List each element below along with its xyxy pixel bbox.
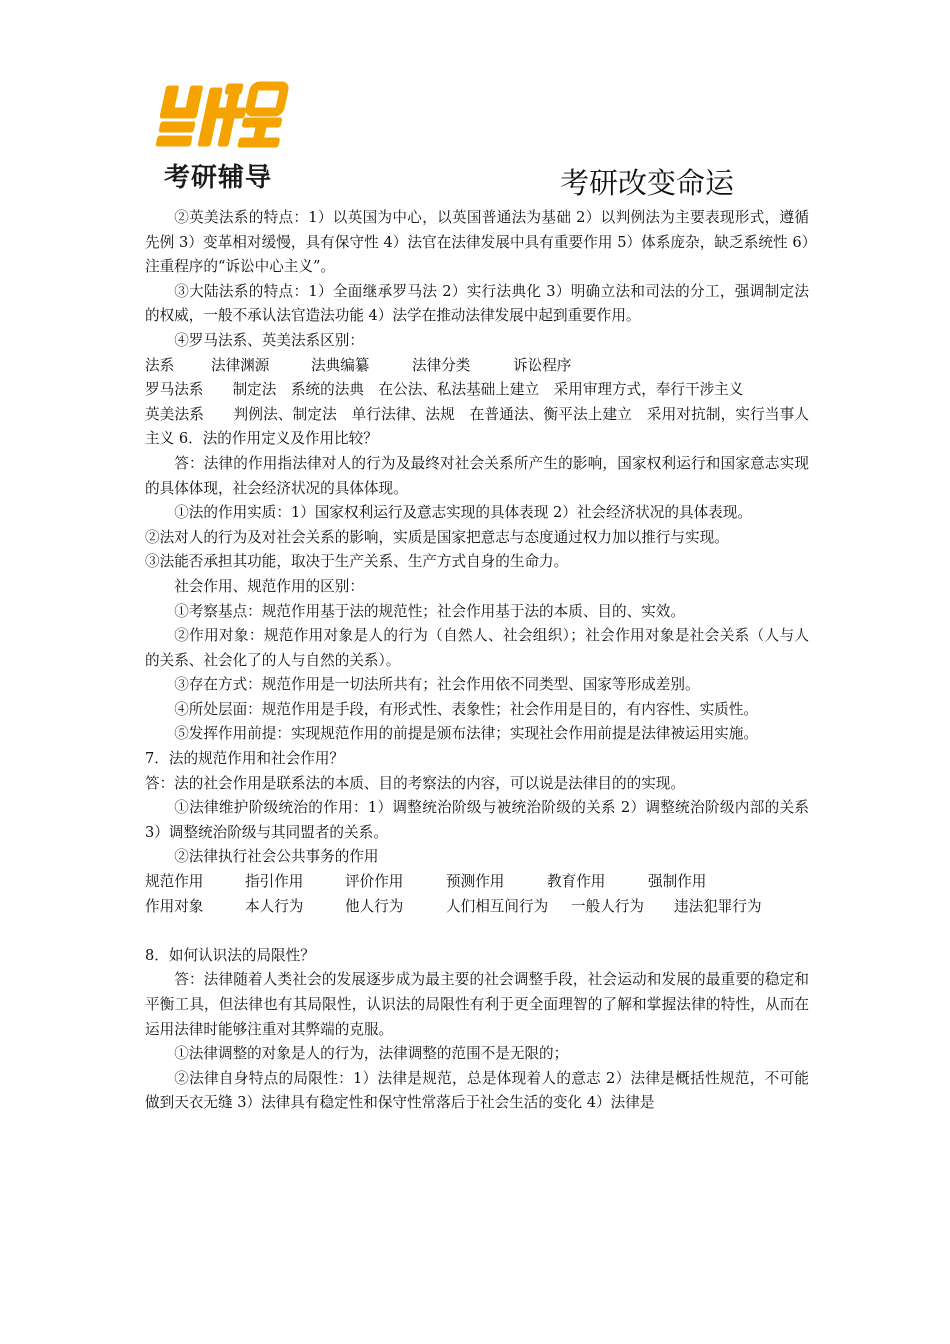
answer-paragraph: 答：法的社会作用是联系法的本质、目的考察法的内容，可以说是法律目的的实现。 [145,774,685,792]
comparison-row-anglo: 英美法系 判例法、制定法 单行法律、法规 在普通法、衡平法上建立 采用对抗制，实行当事人主义 6．法的作用定义及作用比较？ [145,405,809,448]
comparison-row-roman: 罗马法系 制定法 系统的法典 在公法、私法基础上建立 采用审理方式，奉行干涉主义 [145,381,744,399]
paragraph: ①法律调整的对象是人的行为，法律调整的范围不是无限的； [174,1045,569,1063]
table-cell: 预测作用 [446,873,505,891]
table-cell: 法律分类 [412,356,471,374]
table-cell: 规范作用 [145,873,204,891]
paragraph: ①考察基点：规范作用基于法的规范性；社会作用基于法的本质、目的、实效。 [174,602,685,620]
paragraph: ②作用对象：规范作用对象是人的行为（自然人、社会组织）；社会作用对象是社会关系（人与人的关系、社会化了的人与自然的关系）。 [145,627,809,669]
slogan: 考研改变命运 [560,166,735,200]
function-row [145,870,809,895]
brand-logo [150,80,300,193]
paragraph: ③存在方式：规范作用是一切法所共有；社会作用依不同类型、国家等形成差别。 [174,676,700,694]
paragraph: ②法律自身特点的局限性：1）法律是规范，总是体现着人的意志 2）法律是概括性规范，不可能做到天衣无缝 3）法律具有稳定性和保守性常落后于社会生活的变化 4）法律是 [145,1069,809,1112]
logo-subtitle: 考研辅导 [164,163,273,193]
kaicheng-logo-icon [150,80,300,152]
table-cell: 法典编纂 [311,356,370,374]
table-cell: 评价作用 [345,873,404,891]
table-cell: 违法犯罪行为 [674,897,762,915]
paragraph: ②英美法系的特点：1）以英国为中心，以英国普通法为基础 2）以判例法为主要表现形式，遵循先例 3）变革相对缓慢，具有保守性 4）法官在法律发展中具有重要作用 5）体系庞杂，缺乏系统性 6）注重程序的“诉讼中心主义”。 [145,209,809,276]
comparison-header-row [145,354,809,379]
paragraph: ②法律执行社会公共事务的作用 [174,848,379,866]
paragraph: ①法律维护阶级统治的作用：1）调整统治阶级与被统治阶级的关系 2）调整统治阶级内部的关系 3）调整统治阶级与其同盟者的关系。 [145,799,809,841]
target-row [145,895,809,920]
table-cell: 作用对象 [145,897,204,915]
page-header [0,0,950,205]
table-cell: 法系 [145,356,175,374]
table-cell: 一般人行为 [571,897,644,915]
paragraph: ④罗马法系、英美法系区别： [174,331,364,349]
table-cell: 诉讼程序 [513,356,572,374]
paragraph: ⑤发挥作用前提：实现规范作用的前提是颁布法律；实现社会作用前提是法律被运用实施。 [174,725,758,743]
paragraph: 社会作用、规范作用的区别： [174,577,364,595]
table-cell: 指引作用 [245,873,304,891]
table-cell: 人们相互间行为 [446,897,549,915]
table-cell: 法律渊源 [211,356,270,374]
table-cell: 教育作用 [547,873,606,891]
paragraph: ③法能否承担其功能，取决于生产关系、生产方式自身的生命力。 [145,553,569,571]
paragraph: 答：法律的作用指法律对人的行为及最终对社会关系所产生的影响，国家权利运行和国家意志实现的具体体现，社会经济状况的具体体现。 [145,454,809,497]
paragraph: ③大陆法系的特点：1）全面继承罗马法 2）实行法典化 3）明确立法和司法的分工，强调制定法的权威，一般不承认法官造法功能 4）法学在推动法律发展中起到重要作用。 [145,282,809,325]
answer-paragraph: 答：法律随着人类社会的发展逐步成为最主要的社会调整手段，社会运动和发展的最重要的稳定和平衡工具，但法律也有其局限性，认识法的局限性有利于更全面理智的了解和掌握法律的特性，从而在运用法律时能够注重对其弊端的克服。 [145,971,809,1038]
table-cell: 强制作用 [648,873,707,891]
paragraph: ①法的作用实质：1）国家权利运行及意志实现的具体表现 2）社会经济状况的具体表现。 [174,504,752,522]
question-heading: 8．如何认识法的局限性？ [145,946,315,964]
question-heading: 7．法的规范作用和社会作用？ [145,750,345,768]
table-cell: 他人行为 [345,897,404,915]
spacer [145,919,809,944]
document-body [145,206,809,1116]
paragraph: ②法对人的行为及对社会关系的影响，实质是国家把意志与态度通过权力加以推行与实现。 [145,528,729,546]
table-cell: 本人行为 [245,897,304,915]
paragraph: ④所处层面：规范作用是手段，有形式性、表象性；社会作用是目的，有内容性、实质性。 [174,700,758,718]
